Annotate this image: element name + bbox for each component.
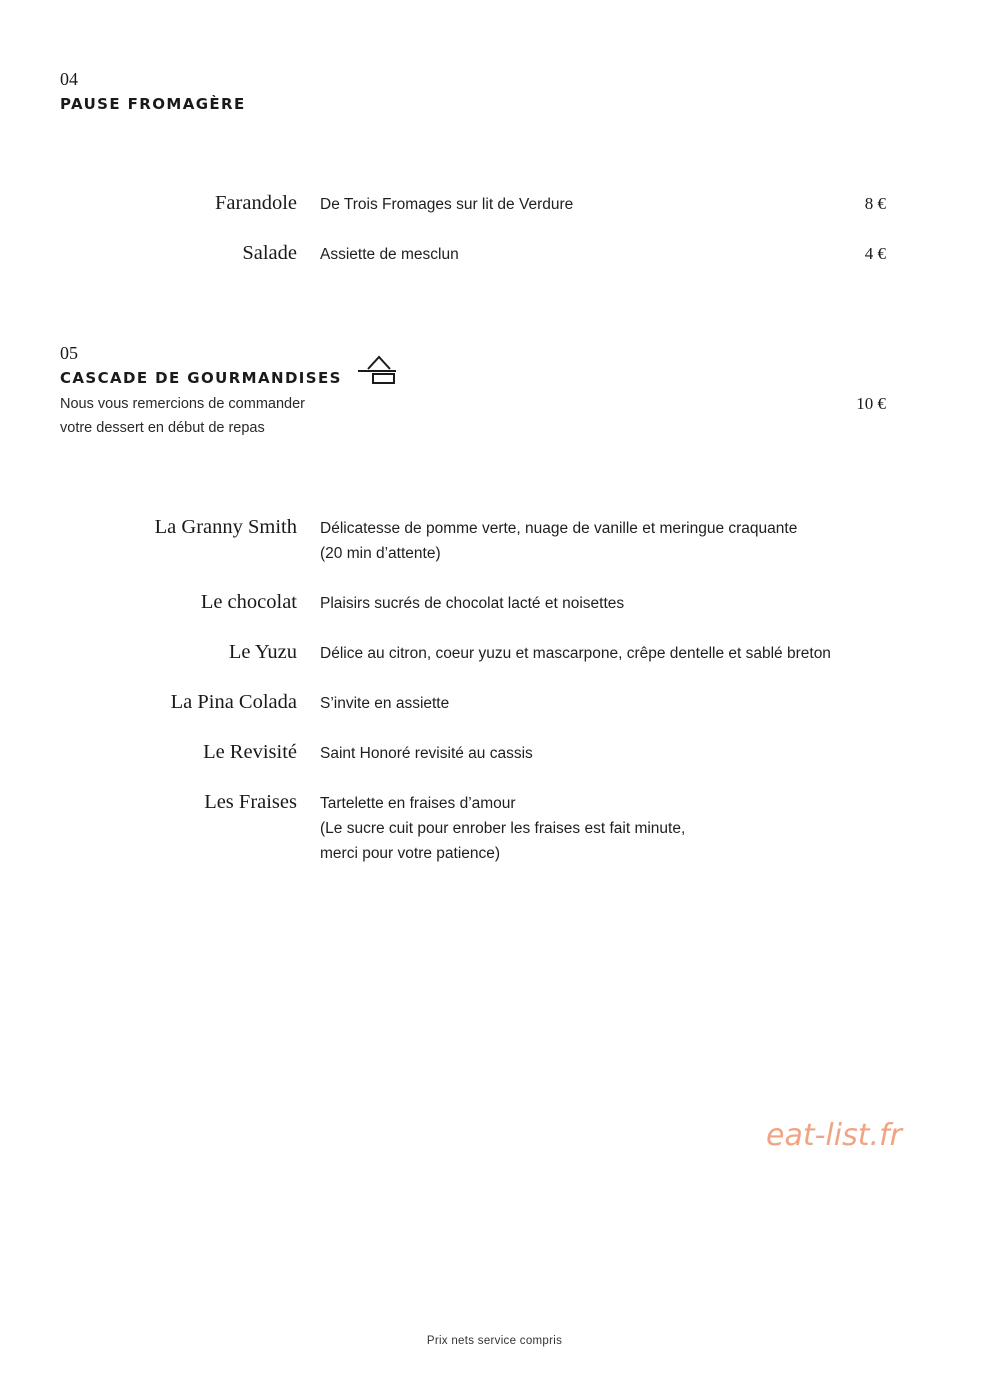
menu-item-description: De Trois Fromages sur lit de Verdure <box>320 196 574 213</box>
menu-item-description: Tartelette en fraises d’amour (Le sucre cuit pour enrober les fraises est fait minute, merci pour votre patience) <box>320 795 686 862</box>
menu-item-name: Salade <box>242 242 297 264</box>
menu-item-name: La Pina Colada <box>170 691 297 713</box>
menu-item-name: La Granny Smith <box>154 516 297 538</box>
house-icon <box>358 354 398 386</box>
footer-note: Prix nets service compris <box>426 1335 563 1347</box>
menu-item-description: Délice au citron, coeur yuzu et mascarpone, crêpe dentelle et sablé breton <box>320 645 831 662</box>
menu-item-price: 4 € <box>864 244 886 263</box>
menu-item-description: S’invite en assiette <box>320 695 450 712</box>
menu-item-description: Assiette de mesclun <box>320 246 459 263</box>
section-title: CASCADE DE GOURMANDISES <box>60 369 342 387</box>
section-title: PAUSE FROMAGÈRE <box>60 95 246 113</box>
menu-item-name: Le Yuzu <box>228 641 297 663</box>
menu-item-description: Saint Honoré revisité au cassis <box>320 745 533 762</box>
menu-item-name: Les Fraises <box>204 791 297 813</box>
menu-item-name: Le Revisité <box>203 741 297 763</box>
section-price: 10 € <box>856 394 886 413</box>
menu-item-description: Plaisirs sucrés de chocolat lacté et noisettes <box>320 595 625 612</box>
watermark: eat-list.fr <box>766 1118 902 1153</box>
menu-item-name: Le chocolat <box>200 591 297 613</box>
menu-item-price: 8 € <box>864 194 886 213</box>
section-number: 05 <box>60 343 78 363</box>
menu-item-name: Farandole <box>215 192 297 214</box>
section-number: 04 <box>60 69 78 89</box>
menu-item-description: Délicatesse de pomme verte, nuage de vanille et meringue craquante (20 min d’attente) <box>320 520 798 562</box>
section-note: Nous vous remercions de commander votre dessert en début de repas <box>60 396 305 436</box>
